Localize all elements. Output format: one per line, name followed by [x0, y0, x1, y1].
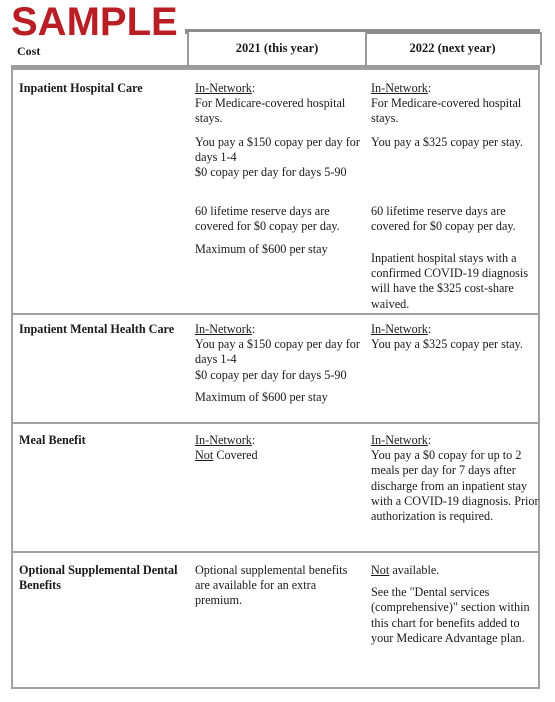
in-network-label: In-Network: [195, 81, 252, 95]
colon: :: [251, 81, 256, 95]
cell-2021: [195, 322, 363, 405]
cell-2021: [195, 563, 363, 609]
in-network-label: In-Network: [195, 433, 252, 447]
table-row: [11, 551, 540, 689]
cell-text: $0 copay per day for days 5-90: [195, 165, 347, 180]
header-cost: Cost: [17, 44, 41, 58]
cell-text: You pay a $150 copay per day for days 1-4: [195, 135, 360, 165]
table-row: [11, 311, 540, 424]
in-network-label: In-Network: [371, 81, 428, 95]
cell-text: Maximum of $600 per stay: [195, 389, 328, 404]
cell-text: For Medicare-covered hospital stays.: [195, 96, 346, 126]
cell-text: 60 lifetime reserve days are covered for $0 copay per day.: [195, 204, 340, 234]
in-network-label: In-Network: [371, 433, 428, 447]
cell-2022: [371, 563, 537, 646]
covered-text: Covered: [213, 448, 258, 463]
colon: :: [427, 81, 432, 95]
cell-2022: [371, 81, 537, 311]
table-row: [11, 422, 540, 553]
header-2022: 2022 (next year): [365, 32, 542, 65]
in-network-label: In-Network: [195, 322, 252, 336]
row-label: Inpatient Mental Health Care: [19, 322, 175, 336]
colon: :: [251, 322, 256, 336]
cell-2022: [371, 433, 539, 524]
cell-text: See the "Dental services (comprehensive)" section within this chart for benefits added to your Medicare Advantage plan.: [371, 585, 530, 645]
not-text: Not: [371, 563, 390, 577]
cell-text: Maximum of $600 per stay: [195, 242, 328, 256]
not-text: Not: [195, 448, 214, 463]
cell-2022: [371, 322, 537, 352]
row-label: Meal Benefit: [19, 433, 86, 447]
in-network-label: In-Network: [371, 322, 428, 336]
available-text: available.: [389, 563, 440, 577]
cell-text: 60 lifetime reserve days are covered for $0 copay per day.: [371, 204, 516, 234]
colon: :: [427, 433, 432, 447]
row-label: Inpatient Hospital Care: [19, 81, 143, 95]
cell-text: Inpatient hospital stays with a confirmed COVID-19 diagnosis will have the $325 cost-share waived.: [371, 251, 529, 311]
colon: :: [427, 322, 432, 336]
cell-text: You pay a $0 copay for up to 2 meals per day for 7 days after discharge from an inpatient stay with a COVID-19 diagnosis. Prior authorization is required.: [371, 448, 539, 524]
cell-text: You pay a $150 copay per day for days 1-4: [195, 337, 360, 367]
benefits-table: [11, 65, 540, 645]
header-2021: 2021 (this year): [187, 32, 367, 65]
cell-text: You pay a $325 copay per stay.: [371, 337, 523, 352]
cell-text: For Medicare-covered hospital stays.: [371, 96, 522, 126]
sample-watermark: SAMPLE: [11, 0, 178, 44]
cell-2021: [195, 433, 363, 463]
row-label: Optional Supplemental Dental Benefits: [19, 563, 178, 593]
table-header: [11, 32, 540, 66]
cell-text: Optional supplemental benefits are available for an extra premium.: [195, 563, 348, 608]
cell-text: You pay a $325 copay per stay.: [371, 135, 523, 149]
cell-2021: [195, 81, 363, 311]
colon: :: [251, 433, 256, 447]
cell-text: $0 copay per day for days 5-90: [195, 367, 347, 382]
table-row: [11, 68, 540, 315]
